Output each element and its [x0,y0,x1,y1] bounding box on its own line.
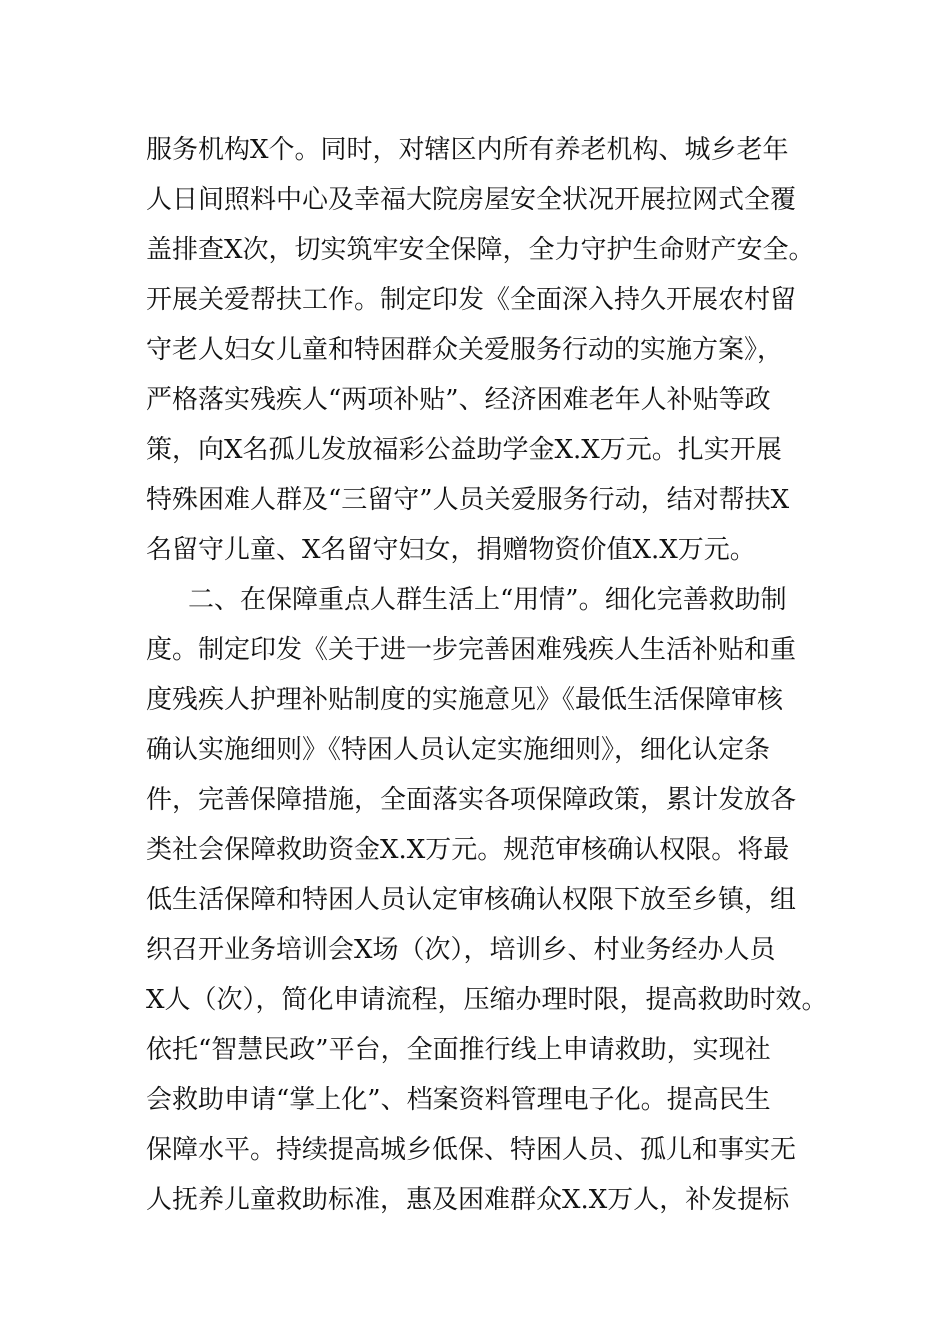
text-line: 织召开业务培训会X场（次），培训乡、村业务经办人员 [146,935,776,965]
text-line: 人日间照料中心及幸福大院房屋安全状况开展拉网式全覆 [146,185,797,215]
text-line: 守老人妇女儿童和特困群众关爱服务行动的实施方案》， [146,335,784,365]
text-line: 开展关爱帮扶工作。制定印发《全面深入持久开展农村留 [146,285,797,315]
text-line: 严格落实残疾人“两项补贴”、经济困难老年人补贴等政 [146,385,771,415]
section-heading-line: 二、在保障重点人群生活上“用情”。细化完善救助制 [188,585,787,615]
text-line: 名留守儿童、X名留守妇女，捐赠物资价值X.X万元。 [146,535,756,565]
text-line: 会救助申请“掌上化”、档案资料管理电子化。提高民生 [146,1085,771,1115]
text-line: 低生活保障和特困人员认定审核确认权限下放至乡镇，组 [146,885,797,915]
text-line: 策，向X名孤儿发放福彩公益助学金X.X万元。扎实开展 [146,435,782,465]
text-line: 特殊困难人群及“三留守”人员关爱服务行动，结对帮扶X [146,485,790,515]
text-line: 度。制定印发《关于进一步完善困难残疾人生活补贴和重 [146,635,797,665]
text-line: 类社会保障救助资金X.X万元。规范审核确认权限。将最 [146,835,790,865]
text-line: 确认实施细则》《特困人员认定实施细则》，细化认定条 [146,735,771,765]
text-line: 保障水平。持续提高城乡低保、特困人员、孤儿和事实无 [146,1135,797,1165]
text-line: 件，完善保障措施，全面落实各项保障政策，累计发放各 [146,785,797,815]
text-line: 度残疾人护理补贴制度的实施意见》《最低生活保障审核 [146,685,784,715]
text-line: 服务机构X个。同时，对辖区内所有养老机构、城乡老年 [146,135,789,165]
text-line: 盖排查X次，切实筑牢安全保障，全力守护生命财产安全。 [146,235,815,265]
text-line: X人（次），简化申请流程，压缩办理时限，提高救助时效。 [146,985,828,1015]
text-line: 依托“智慧民政”平台，全面推行线上申请救助，实现社 [146,1035,771,1065]
text-line: 人抚养儿童救助标准，惠及困难群众X.X万人，补发提标 [146,1185,790,1215]
